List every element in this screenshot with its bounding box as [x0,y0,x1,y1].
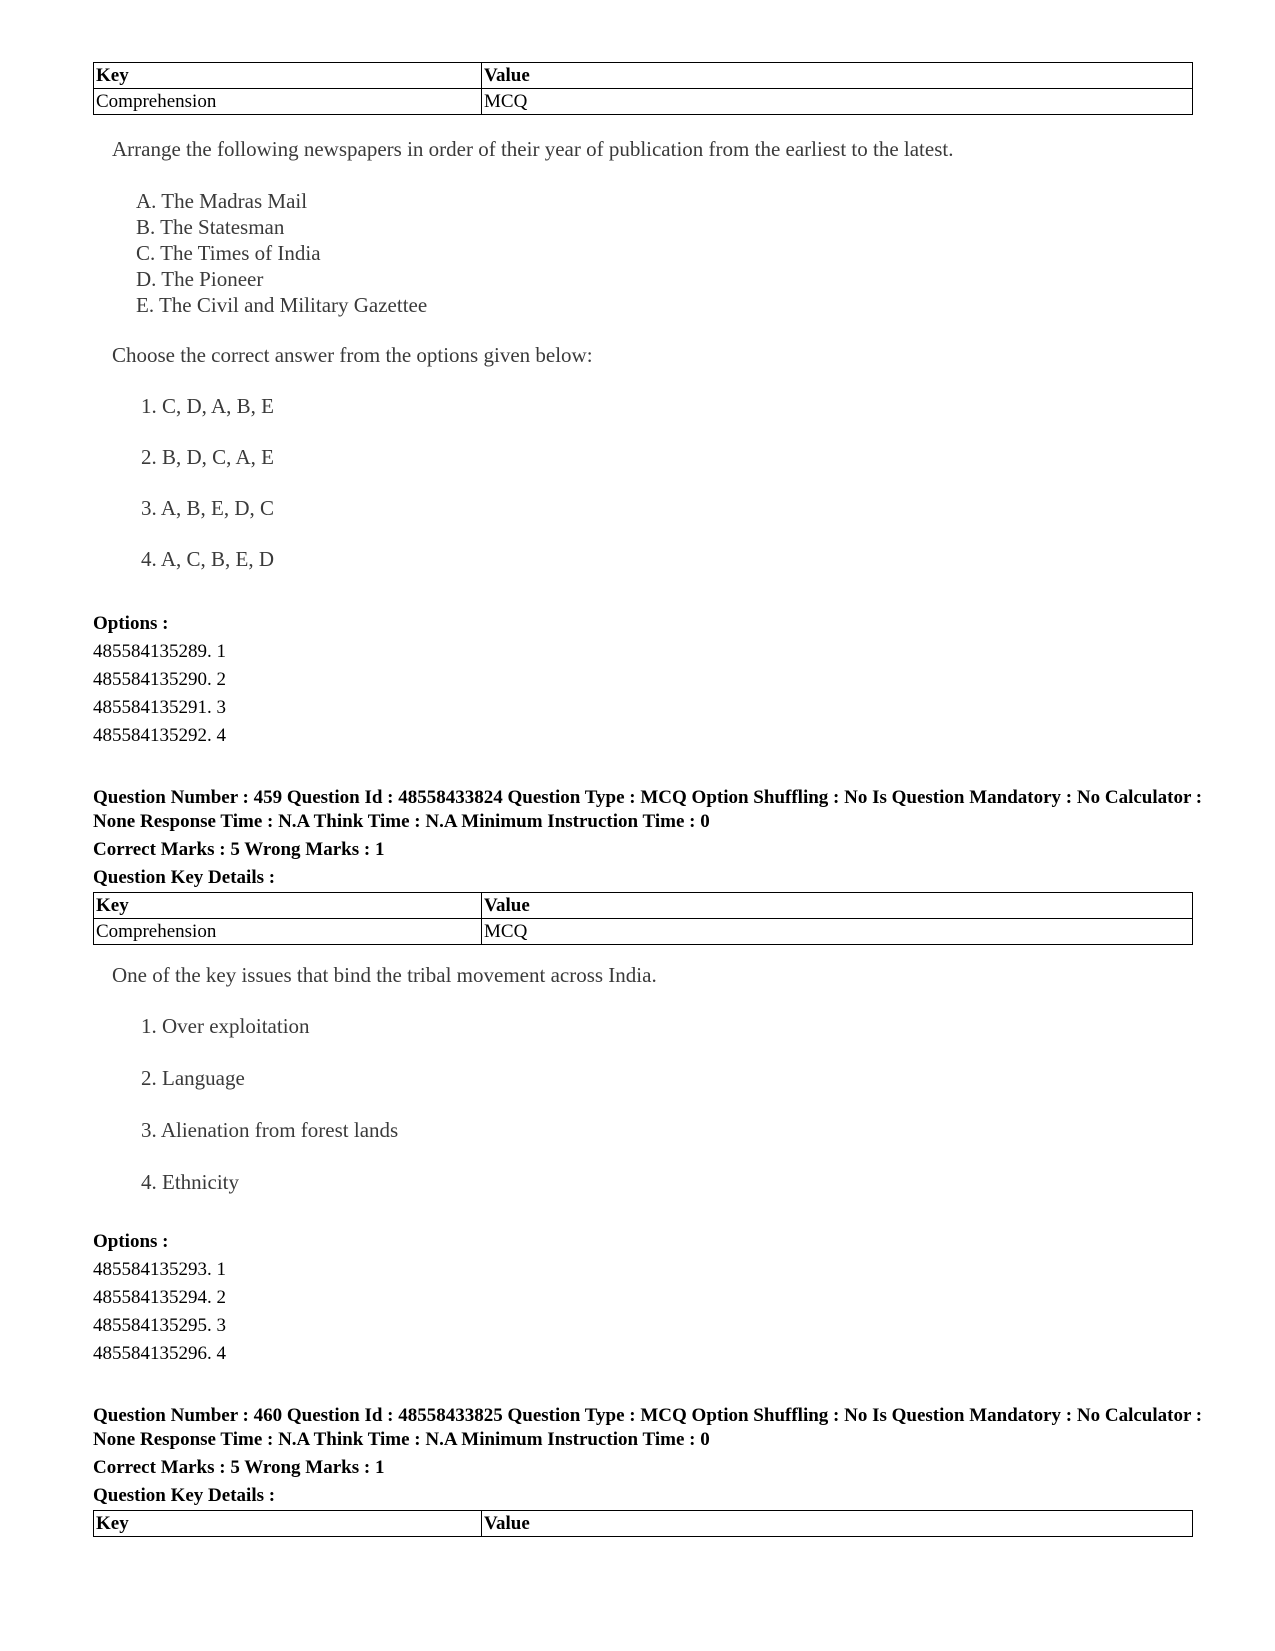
question-marks: Correct Marks : 5 Wrong Marks : 1 [93,839,385,860]
list-item: A. The Madras Mail [136,189,308,213]
table-header-key: Key [94,893,482,919]
question-key-details: Question Key Details : [93,867,276,888]
answer-choice: 3. A, B, E, D, C [141,496,275,520]
question-meta: Question Number : 460 Question Id : 48558433825 Question Type : MCQ Option Shuffling : No Is Question Mandatory : No Calculator : None Response Time : N.A Think Time : N.A Minimum Instruction Time : 0 [93,1405,1203,1450]
question-key-details: Question Key Details : [93,1485,276,1506]
option-id: 485584135292. 4 [93,725,226,746]
table-row [94,89,1193,115]
option-id: 485584135291. 3 [93,697,226,718]
question-key-table [93,62,1193,115]
options-label: Options : [93,1231,169,1252]
table-cell-key: Comprehension [94,919,482,945]
table-header-row [94,1511,1193,1537]
table-cell-key: Comprehension [94,89,482,115]
answer-choice: 2. B, D, C, A, E [141,445,275,469]
option-id: 485584135290. 2 [93,669,226,690]
question-key-table [93,1510,1193,1537]
question-marks: Correct Marks : 5 Wrong Marks : 1 [93,1457,385,1478]
answer-choice: 1. C, D, A, B, E [141,394,275,418]
question-meta: Question Number : 459 Question Id : 48558433824 Question Type : MCQ Option Shuffling : No Is Question Mandatory : No Calculator : None Response Time : N.A Think Time : N.A Minimum Instruction Time : 0 [93,787,1203,832]
list-item: D. The Pioneer [136,267,264,291]
answer-choice: 4. Ethnicity [141,1170,239,1194]
answer-choice: 3. Alienation from forest lands [141,1118,399,1142]
option-id: 485584135293. 1 [93,1259,226,1280]
answer-choice: 2. Language [141,1066,245,1090]
answer-choice: 1. Over exploitation [141,1014,310,1038]
question-stem: Arrange the following newspapers in order of their year of publication from the earliest to the latest. [112,137,954,161]
options-label: Options : [93,613,169,634]
table-header-row [94,63,1193,89]
table-header-value: Value [482,1511,1193,1537]
question-stem: One of the key issues that bind the tribal movement across India. [112,963,657,987]
option-id: 485584135296. 4 [93,1343,226,1364]
option-id: 485584135294. 2 [93,1287,226,1308]
choose-instruction: Choose the correct answer from the options given below: [112,343,593,367]
table-header-value: Value [482,63,1193,89]
question-key-table [93,892,1193,945]
table-cell-value: MCQ [482,89,1193,115]
table-header-value: Value [482,893,1193,919]
option-id: 485584135289. 1 [93,641,226,662]
list-item: B. The Statesman [136,215,285,239]
list-item: C. The Times of India [136,241,321,265]
list-item: E. The Civil and Military Gazettee [136,293,428,317]
table-row [94,919,1193,945]
table-header-row [94,893,1193,919]
table-cell-value: MCQ [482,919,1193,945]
table-header-key: Key [94,1511,482,1537]
answer-choice: 4. A, C, B, E, D [141,547,275,571]
table-header-key: Key [94,63,482,89]
option-id: 485584135295. 3 [93,1315,226,1336]
